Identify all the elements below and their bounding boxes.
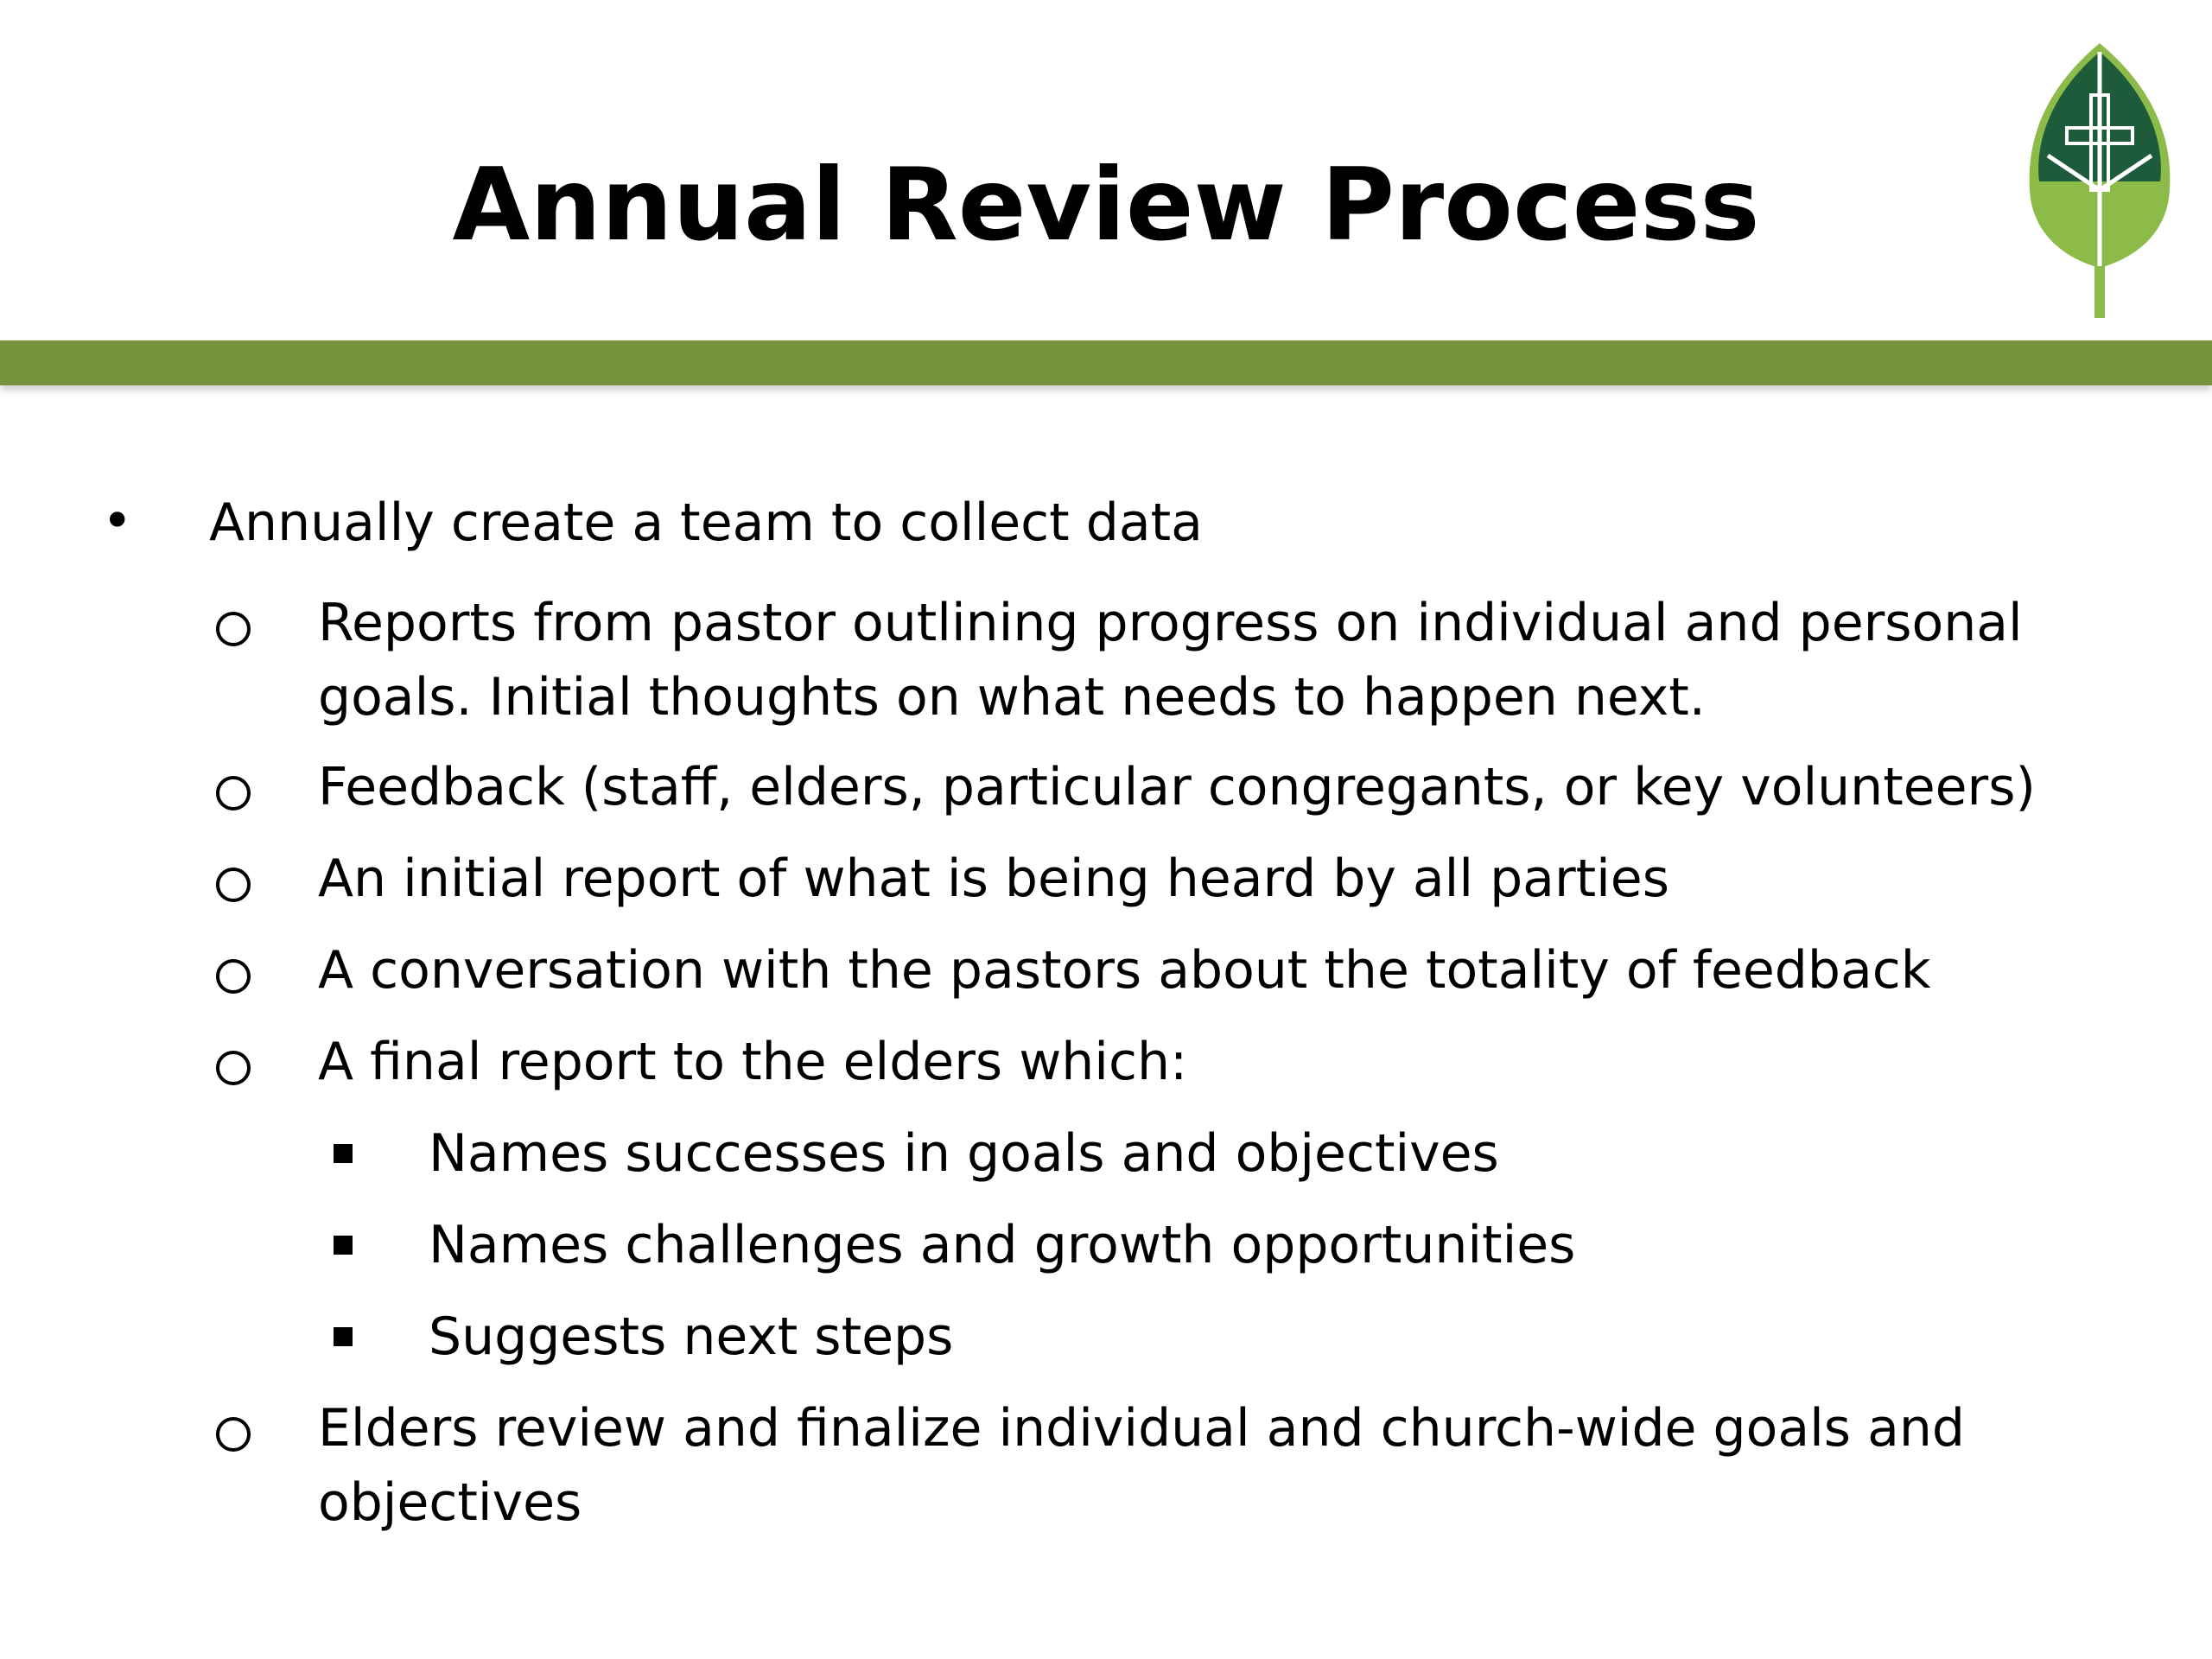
hollow-circle-bullet [216,1051,251,1085]
bullet-dot: • [102,491,133,551]
sub-sub-bullet-successes: Names successes in goals and objectives [429,1123,1499,1184]
sub-bullet-initial-report: An initial report of what is being heard by all parties [318,849,1669,909]
square-bullet [334,1144,353,1163]
hollow-circle-bullet [216,868,251,902]
hollow-circle-bullet [216,612,251,646]
hollow-circle-bullet [216,959,251,994]
sub-bullet-feedback: Feedback (staff, elders, particular congregants, or key volunteers) [318,757,2036,817]
sub-bullet-conversation: A conversation with the pastors about the totality of feedback [318,940,1931,1001]
square-bullet [334,1236,353,1255]
header-divider [0,340,2212,385]
slide-title: Annual Review Process [452,147,1760,264]
sub-bullet-pastor-reports: Reports from pastor outlining progress on individual and personal goals. Initial thoughts on what needs to happen next. [318,593,2023,728]
sub-sub-bullet-challenges: Names challenges and growth opportunities [429,1215,1576,1275]
sub-sub-bullet-next-steps: Suggests next steps [429,1306,954,1367]
sub-bullet-elders-review: Elders review and finalize individual and church-wide goals and objectives [318,1398,1965,1533]
hollow-circle-bullet [216,1417,251,1452]
hollow-circle-bullet [216,776,251,810]
sub-bullet-final-report: A final report to the elders which: [318,1032,1188,1092]
square-bullet [334,1327,353,1346]
main-bullet: Annually create a team to collect data [209,493,1203,553]
leaf-cross-logo [2022,35,2177,328]
